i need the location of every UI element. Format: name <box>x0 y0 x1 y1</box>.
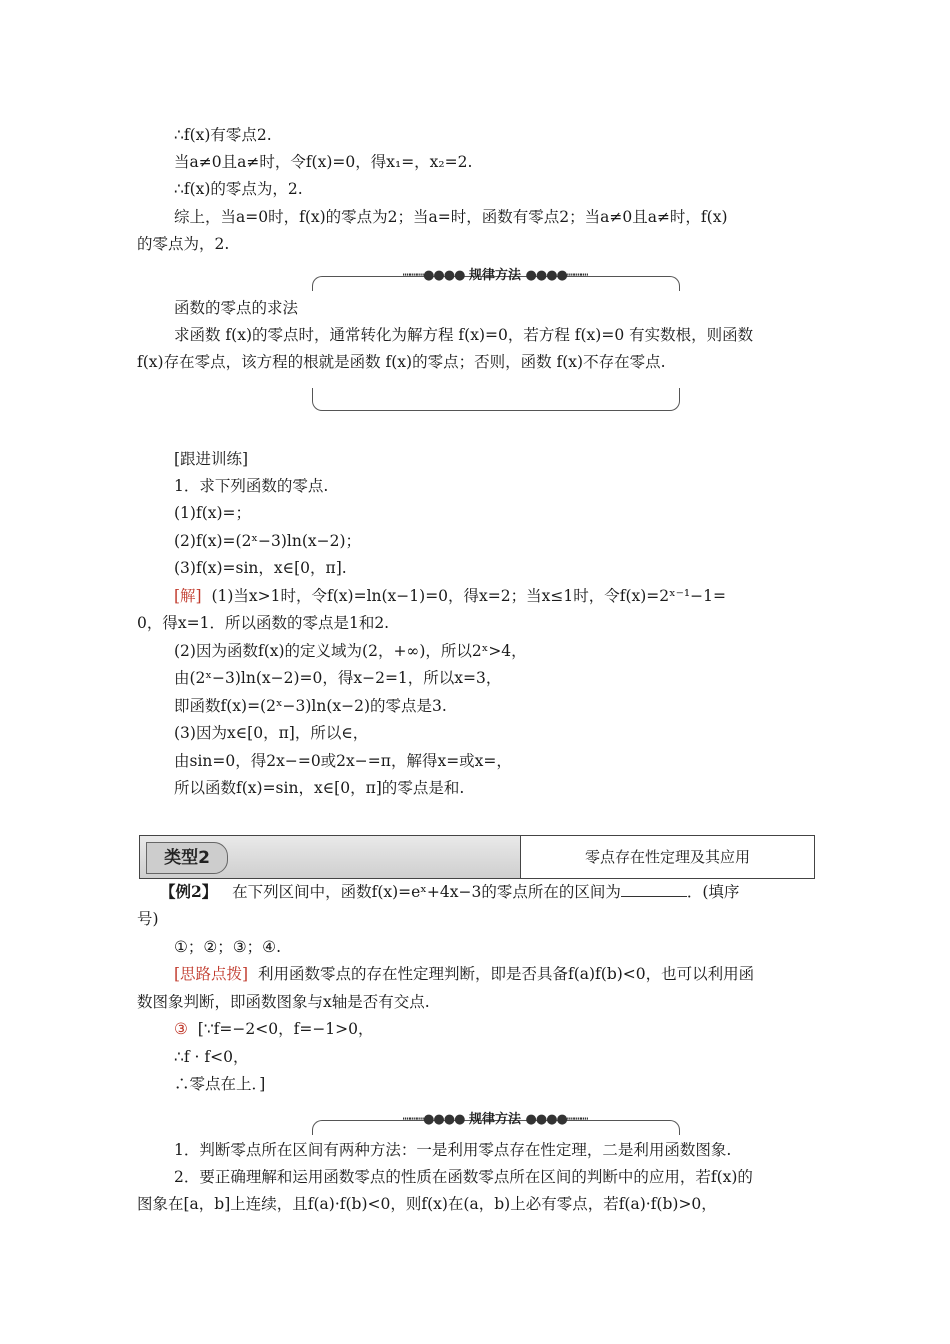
question: 1．求下列函数的零点. <box>174 477 329 495</box>
question-item: (1)f(x)=； <box>174 504 252 522</box>
solution-line: [解] (1)当x>1时，令f(x)=ln(x−1)=0，得x=2；当x≤1时，令f(x)=2ˣ⁻¹−1= <box>174 587 726 605</box>
text-line: 求函数 f(x)的零点时，通常转化为解方程 f(x)=0，若方程 f(x)=0 有实数根，则函数 <box>174 326 754 344</box>
example-line: 【例2】 在下列区间中，函数f(x)=eˣ+4x−3的零点所在的区间为 ．(填序 <box>160 882 740 901</box>
text-line: ∴f(x)的零点为，2. <box>174 180 303 198</box>
solution-line: 即函数f(x)=(2ˣ−3)ln(x−2)的零点是3. <box>174 697 447 715</box>
solution-tag: [解] <box>174 587 202 605</box>
text-line: 2．要正确理解和运用函数零点的性质在函数零点所在区间的判断中的应用，若f(x)的 <box>174 1168 753 1186</box>
rule-title: ┉┉┉●●●● 规律方法 ●●●●┉┉┉ <box>402 1112 588 1127</box>
example-options: ①；②；③；④. <box>174 938 282 956</box>
hint-tag: [思路点拨] <box>174 965 249 983</box>
hint-line: 数图象判断，即函数图象与x轴是否有交点. <box>137 993 430 1011</box>
question-item: (2)f(x)=(2ˣ−3)ln(x−2)； <box>174 532 362 550</box>
rule-heading: 函数的零点的求法 <box>174 299 299 317</box>
text-line: 图象在[a，b]上连续，且f(a)·f(b)<0，则f(x)在(a，b)上必有零点，若f(a)·f(b)>0， <box>137 1195 717 1213</box>
answer-line: ∴零点在上．] <box>174 1075 266 1093</box>
question-item: (3)f(x)=sin，x∈[0，π]. <box>174 559 347 577</box>
hint-line: [思路点拨] 利用函数零点的存在性定理判断，即是否具备f(a)f(b)<0，也可以利用函 <box>174 965 755 983</box>
solution-line: 所以函数f(x)=sin，x∈[0，π]的零点是和. <box>174 779 465 797</box>
answer-line: ③ [∵f=−2<0，f=−1>0， <box>174 1020 374 1038</box>
type-banner-left <box>140 836 521 878</box>
text-line: 的零点为，2. <box>137 235 230 253</box>
answer-tag: ③ <box>174 1020 188 1038</box>
text-line: ∴f(x)有零点2. <box>174 126 272 144</box>
solution-line: 由sin=0，得2x−=0或2x−=π，解得x=或x=， <box>174 752 512 770</box>
answer-line: ∴f · f<0， <box>174 1048 249 1066</box>
solution-line: 0，得x=1．所以函数的零点是1和2. <box>137 614 390 632</box>
section-header: [跟进训练] <box>174 450 249 468</box>
type-banner <box>139 835 815 879</box>
text-line: f(x)存在零点，该方程的根就是函数 f(x)的零点；否则，函数 f(x)不存在零点. <box>137 353 666 371</box>
rule-box-bottom <box>312 388 680 411</box>
solution-line: 由(2ˣ−3)ln(x−2)=0，得x−2=1，所以x=3， <box>174 669 502 687</box>
rule-title: ┉┉┉●●●● 规律方法 ●●●●┉┉┉ <box>402 268 588 283</box>
type-tab: 类型2 <box>146 842 228 874</box>
type-title: 零点存在性定理及其应用 <box>584 848 750 866</box>
answer-blank <box>621 882 687 897</box>
solution-line: (3)因为x∈[0，π]，所以∈， <box>174 724 369 742</box>
example-line: 号) <box>137 910 159 928</box>
text-line: 综上，当a=0时，f(x)的零点为2；当a=时，函数有零点2；当a≠0且a≠时，f(x) <box>174 208 728 226</box>
text-line: 1．判断零点所在区间有两种方法：一是利用零点存在性定理，二是利用函数图象. <box>174 1141 732 1159</box>
example-tag: 【例2】 <box>160 882 218 901</box>
text-line: 当a≠0且a≠时，令f(x)=0，得x₁=，x₂=2. <box>174 153 473 171</box>
solution-line: (2)因为函数f(x)的定义域为(2，+∞)，所以2ˣ>4， <box>174 642 527 660</box>
